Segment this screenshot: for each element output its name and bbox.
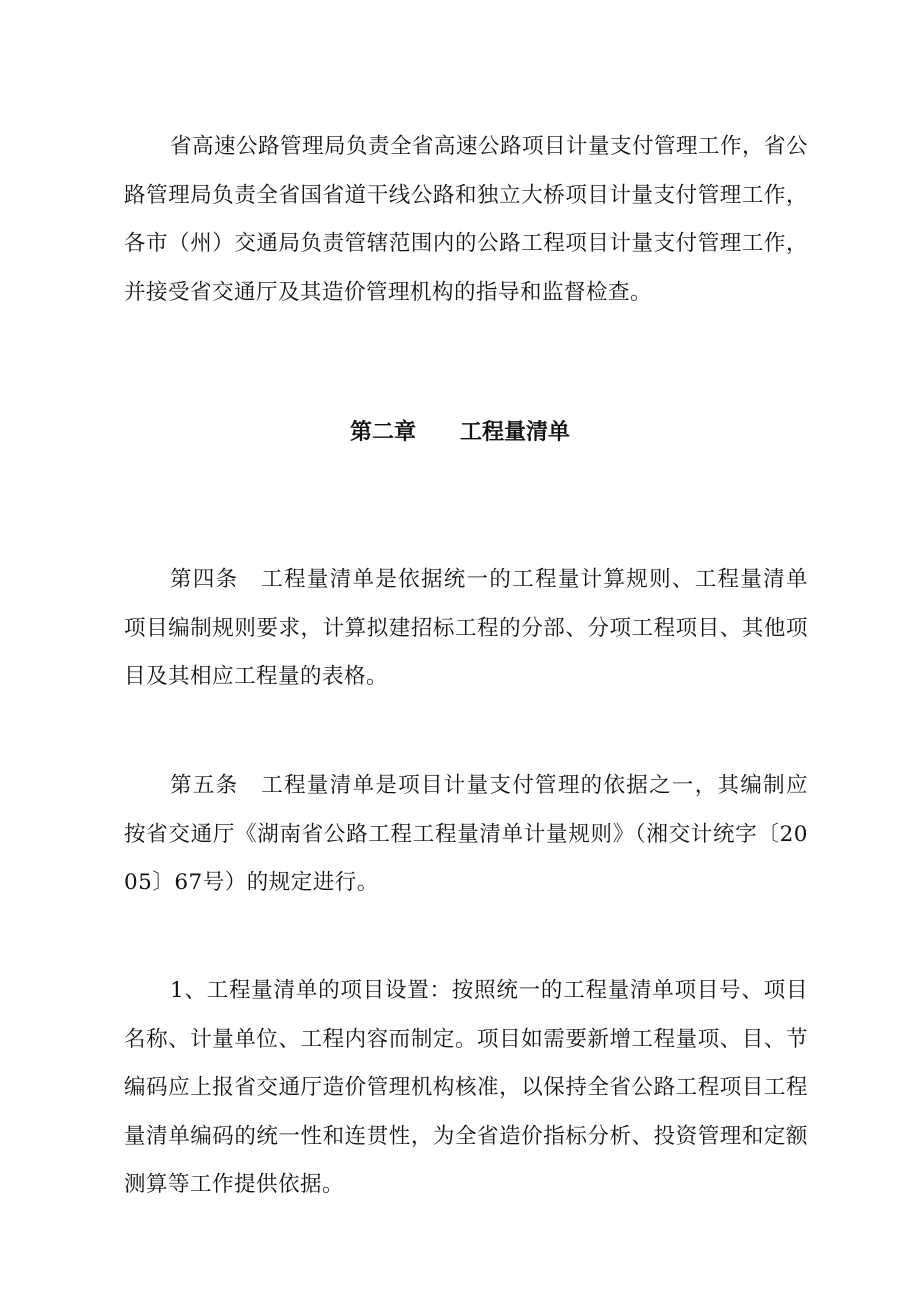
article-5-paragraph [124, 762, 808, 908]
chapter-title: 工程量清单 [460, 420, 571, 445]
article-4-paragraph [124, 556, 808, 702]
article-4-label: 第四条 [170, 567, 239, 592]
article-5-label: 第五条 [170, 773, 239, 798]
article-4-text: 工程量清单是依据统一的工程量计算规则、工程量清单项目编制规则要求，计算拟建招标工程的分部、分项工程项目、其他项目及其相应工程量的表格。 [124, 567, 808, 689]
chapter-heading [0, 416, 920, 450]
item-1-paragraph: 1、工程量清单的项目设置：按照统一的工程量清单项目号、项目名称、计量单位、工程内容而制定。项目如需要新增工程量项、目、节编码应上报省交通厅造价管理机构核准，以保持全省公路工程项目工程量清单编码的统一性和连贯性，为全省造价指标分析、投资管理和定额测算等工作提供依据。 [124, 978, 808, 1197]
intro-paragraph: 省高速公路管理局负责全省高速公路项目计量支付管理工作，省公路管理局负责全省国省道干线公路和独立大桥项目计量支付管理工作，各市（州）交通局负责管辖范围内的公路工程项目计量支付管理工作，并接受省交通厅及其造价管理机构的指导和监督检查。 [124, 134, 809, 305]
chapter-number: 第二章 [349, 420, 416, 445]
article-5-text: 工程量清单是项目计量支付管理的依据之一，其编制应按省交通厅《湖南省公路工程工程量清单计量规则》（湘交计统字〔2005〕67号）的规定进行。 [124, 773, 808, 895]
